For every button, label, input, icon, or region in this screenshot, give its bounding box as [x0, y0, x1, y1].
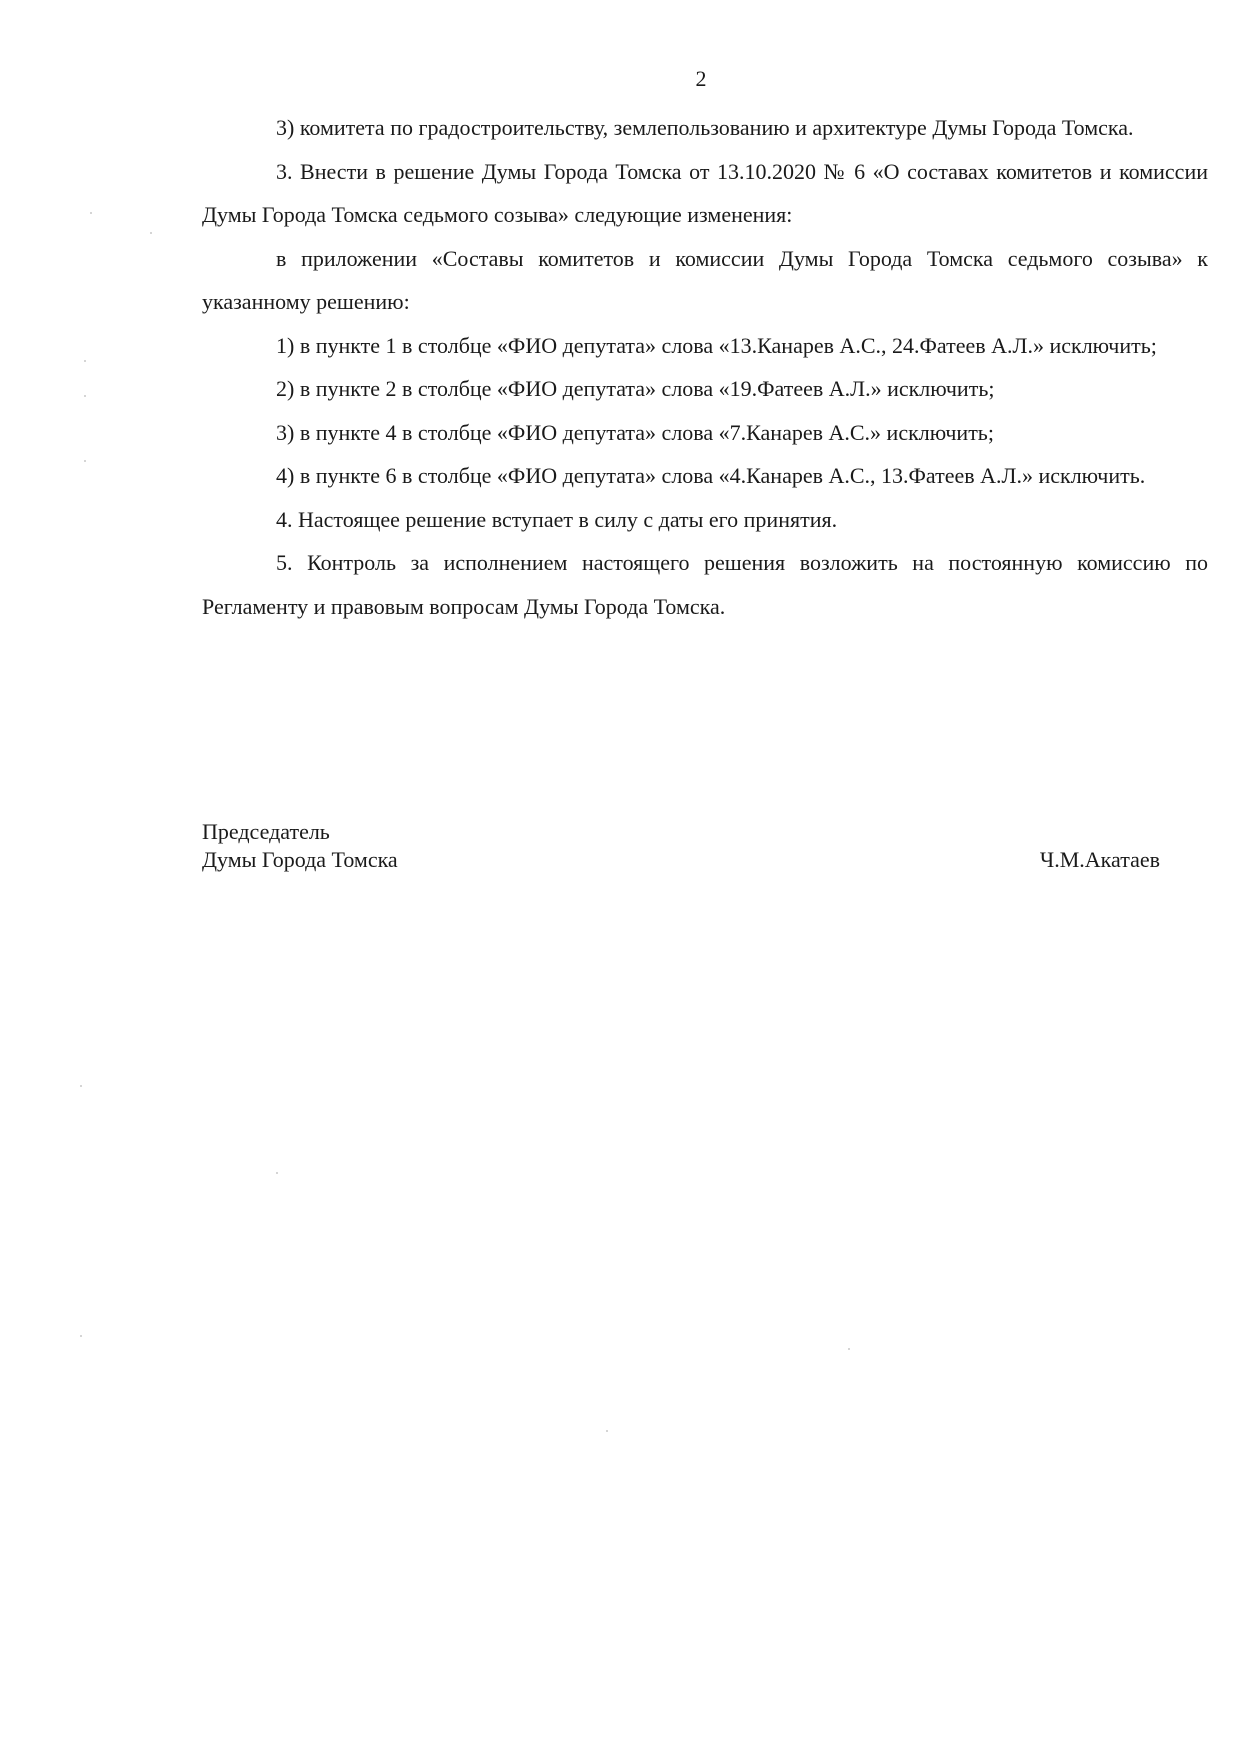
paragraph-amendment-1: 1) в пункте 1 в столбце «ФИО депутата» слова «13.Канарев А.С., 24.Фатеев А.Л.» исключить; [276, 332, 1157, 358]
paragraph-amendment-4: 4) в пункте 6 в столбце «ФИО депутата» слова «4.Канарев А.С., 13.Фатеев А.Л.» исключить. [276, 463, 1146, 488]
scan-speck [276, 1172, 278, 1174]
scan-speck [80, 1085, 82, 1087]
scan-speck [84, 360, 86, 362]
scan-speck [84, 460, 86, 462]
scan-speck [84, 395, 86, 397]
signer-title-line-2: Думы Города Томска [202, 847, 398, 872]
paragraph-clause-3: 3. Внести в решение Думы Города Томска от 13.10.2020 № 6 «О составах комитетов и комиссии Думы Города Томска седьмого созыва» следующие изменения: [202, 158, 1208, 227]
paragraph-amendment-3: 3) в пункте 4 в столбце «ФИО депутата» слова «7.Канарев А.С.» исключить; [276, 419, 994, 445]
page-number: 2 [695, 66, 707, 91]
paragraph-committee-item-3: 3) комитета по градостроительству, землепользованию и архитектуре Думы Города Томска. [276, 115, 1134, 140]
scan-speck [80, 1335, 82, 1337]
scan-speck [90, 212, 92, 214]
document-body [202, 106, 1208, 628]
paragraph-clause-4: 4. Настоящее решение вступает в силу с даты его принятия. [276, 506, 838, 532]
scan-speck [848, 1348, 850, 1350]
scan-speck [606, 1430, 608, 1432]
signature-block [202, 818, 1160, 874]
signer-name: Ч.М.Акатаев [1039, 847, 1160, 872]
signer-title-line-1: Председатель [202, 819, 330, 844]
paragraph-clause-5: 5. Контроль за исполнением настоящего решения возложить на постоянную комиссию по Регламенту и правовым вопросам Думы Города Томска. [202, 550, 1208, 619]
paragraph-amendment-2: 2) в пункте 2 в столбце «ФИО депутата» слова «19.Фатеев А.Л.» исключить; [276, 376, 995, 401]
paragraph-appendix-intro: в приложении «Составы комитетов и комиссии Думы Города Томска седьмого созыва» к указанному решению: [202, 245, 1208, 314]
scan-speck [150, 232, 152, 234]
